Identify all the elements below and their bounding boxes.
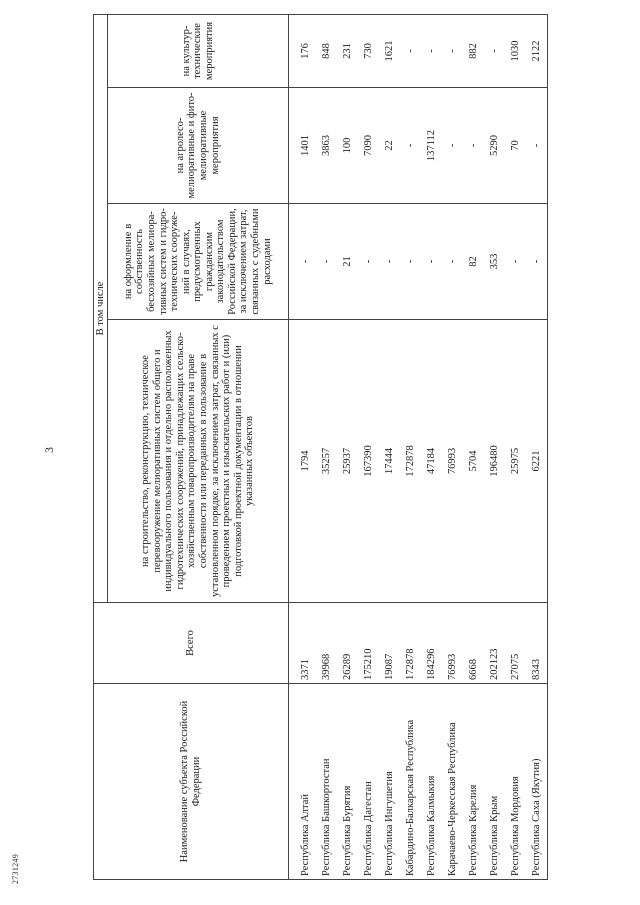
agro-cell: - [463, 88, 484, 204]
table-row [463, 14, 484, 879]
total-cell: 27075 [505, 603, 526, 684]
total-cell: 172878 [400, 603, 421, 684]
total-cell: 3371 [289, 603, 317, 684]
culture-cell: 231 [337, 14, 358, 87]
region-cell: Карачаево-Черкесская Республика [442, 684, 463, 880]
region-cell: Республика Башкортостан [316, 684, 337, 880]
registration-cell: - [379, 204, 400, 320]
construction-cell: 25937 [337, 320, 358, 603]
document-code: 2731249 [11, 853, 20, 885]
agro-cell: 1401 [289, 88, 317, 204]
construction-cell: 17444 [379, 320, 400, 603]
construction-cell: 196480 [484, 320, 505, 603]
header-region: Наименование субъекта Российской Федерации [94, 684, 289, 880]
region-cell: Республика Ингушетия [379, 684, 400, 880]
table-row [484, 14, 505, 879]
construction-cell: 35257 [316, 320, 337, 603]
agro-cell: - [526, 88, 548, 204]
region-cell: Республика Карелия [463, 684, 484, 880]
agro-cell: 3863 [316, 88, 337, 204]
total-cell: 26289 [337, 603, 358, 684]
region-cell: Кабардино-Балкарская Республика [400, 684, 421, 880]
culture-cell: - [442, 14, 463, 87]
construction-cell: 25975 [505, 320, 526, 603]
culture-cell: 2122 [526, 14, 548, 87]
total-cell: 6668 [463, 603, 484, 684]
agro-cell: 137112 [421, 88, 442, 204]
page-number: 3 [42, 447, 56, 453]
construction-cell: 167390 [358, 320, 379, 603]
region-cell: Республика Бурятия [337, 684, 358, 880]
construction-cell: 76993 [442, 320, 463, 603]
registration-cell: 82 [463, 204, 484, 320]
header-construction: на строительство, реконструкцию, техническое перевооружение мелиоративных систем общего и индивидуального пользования и отдельно расположенных гидротехнических сооружений, принадлежащих сельско-хозяйственным товаропроизводителям на праве собственности или переданных в пользование в установленном порядке, за исключением затрат, связанных с проведением проектных и изыскательских работ и (или) подготовкой проектной документации в отношении указанных объектов [108, 320, 289, 603]
culture-cell: 1030 [505, 14, 526, 87]
registration-cell: - [400, 204, 421, 320]
region-cell: Республика Алтай [289, 684, 317, 880]
registration-cell: - [289, 204, 317, 320]
subsidy-table [93, 14, 548, 880]
table-row [337, 14, 358, 879]
total-cell: 184296 [421, 603, 442, 684]
total-cell: 202123 [484, 603, 505, 684]
region-cell: Республика Саха (Якутия) [526, 684, 548, 880]
registration-cell: - [358, 204, 379, 320]
region-cell: Республика Мордовия [505, 684, 526, 880]
region-cell: Республика Крым [484, 684, 505, 880]
table-row [526, 14, 548, 879]
agro-cell: - [400, 88, 421, 204]
culture-cell: 730 [358, 14, 379, 87]
table-row [358, 14, 379, 879]
construction-cell: 6221 [526, 320, 548, 603]
registration-cell: - [526, 204, 548, 320]
agro-cell: 7090 [358, 88, 379, 204]
table-row [379, 14, 400, 879]
culture-cell: - [421, 14, 442, 87]
agro-cell: - [442, 88, 463, 204]
total-cell: 175210 [358, 603, 379, 684]
table-row [421, 14, 442, 879]
header-agro: на агролесо-мелиоративные и фито-мелиоративные мероприятия [108, 88, 289, 204]
region-cell: Республика Дагестан [358, 684, 379, 880]
table-row [316, 14, 337, 879]
culture-cell: - [400, 14, 421, 87]
total-cell: 8343 [526, 603, 548, 684]
table-row [400, 14, 421, 879]
registration-cell: - [442, 204, 463, 320]
registration-cell: 21 [337, 204, 358, 320]
registration-cell: - [316, 204, 337, 320]
culture-cell: 848 [316, 14, 337, 87]
table-row [505, 14, 526, 879]
registration-cell: - [505, 204, 526, 320]
header-registration: на оформление в собственность бесхозяйных мелиора-тивных систем и гидро-технических сооруже-ний в случаях, предусмотренных гражданским законодательством Российской Федерации, за исключением затрат, связанных с судебными расходами [108, 204, 289, 320]
header-total: Всего [94, 603, 289, 684]
construction-cell: 172878 [400, 320, 421, 603]
table-row [442, 14, 463, 879]
culture-cell: 1621 [379, 14, 400, 87]
total-cell: 39968 [316, 603, 337, 684]
construction-cell: 47184 [421, 320, 442, 603]
construction-cell: 1794 [289, 320, 317, 603]
header-culture: на культур-технические мероприятия [108, 14, 289, 87]
total-cell: 76993 [442, 603, 463, 684]
agro-cell: 22 [379, 88, 400, 204]
agro-cell: 5290 [484, 88, 505, 204]
table-body [289, 14, 548, 879]
total-cell: 19087 [379, 603, 400, 684]
agro-cell: 100 [337, 88, 358, 204]
region-cell: Республика Калмыкия [421, 684, 442, 880]
registration-cell: 353 [484, 204, 505, 320]
construction-cell: 5704 [463, 320, 484, 603]
rotated-table-container [93, 15, 583, 880]
registration-cell: - [421, 204, 442, 320]
agro-cell: 70 [505, 88, 526, 204]
culture-cell: 882 [463, 14, 484, 87]
header-in-that-number: В том числе [94, 14, 108, 602]
culture-cell: - [484, 14, 505, 87]
culture-cell: 176 [289, 14, 317, 87]
table-row [289, 14, 317, 879]
